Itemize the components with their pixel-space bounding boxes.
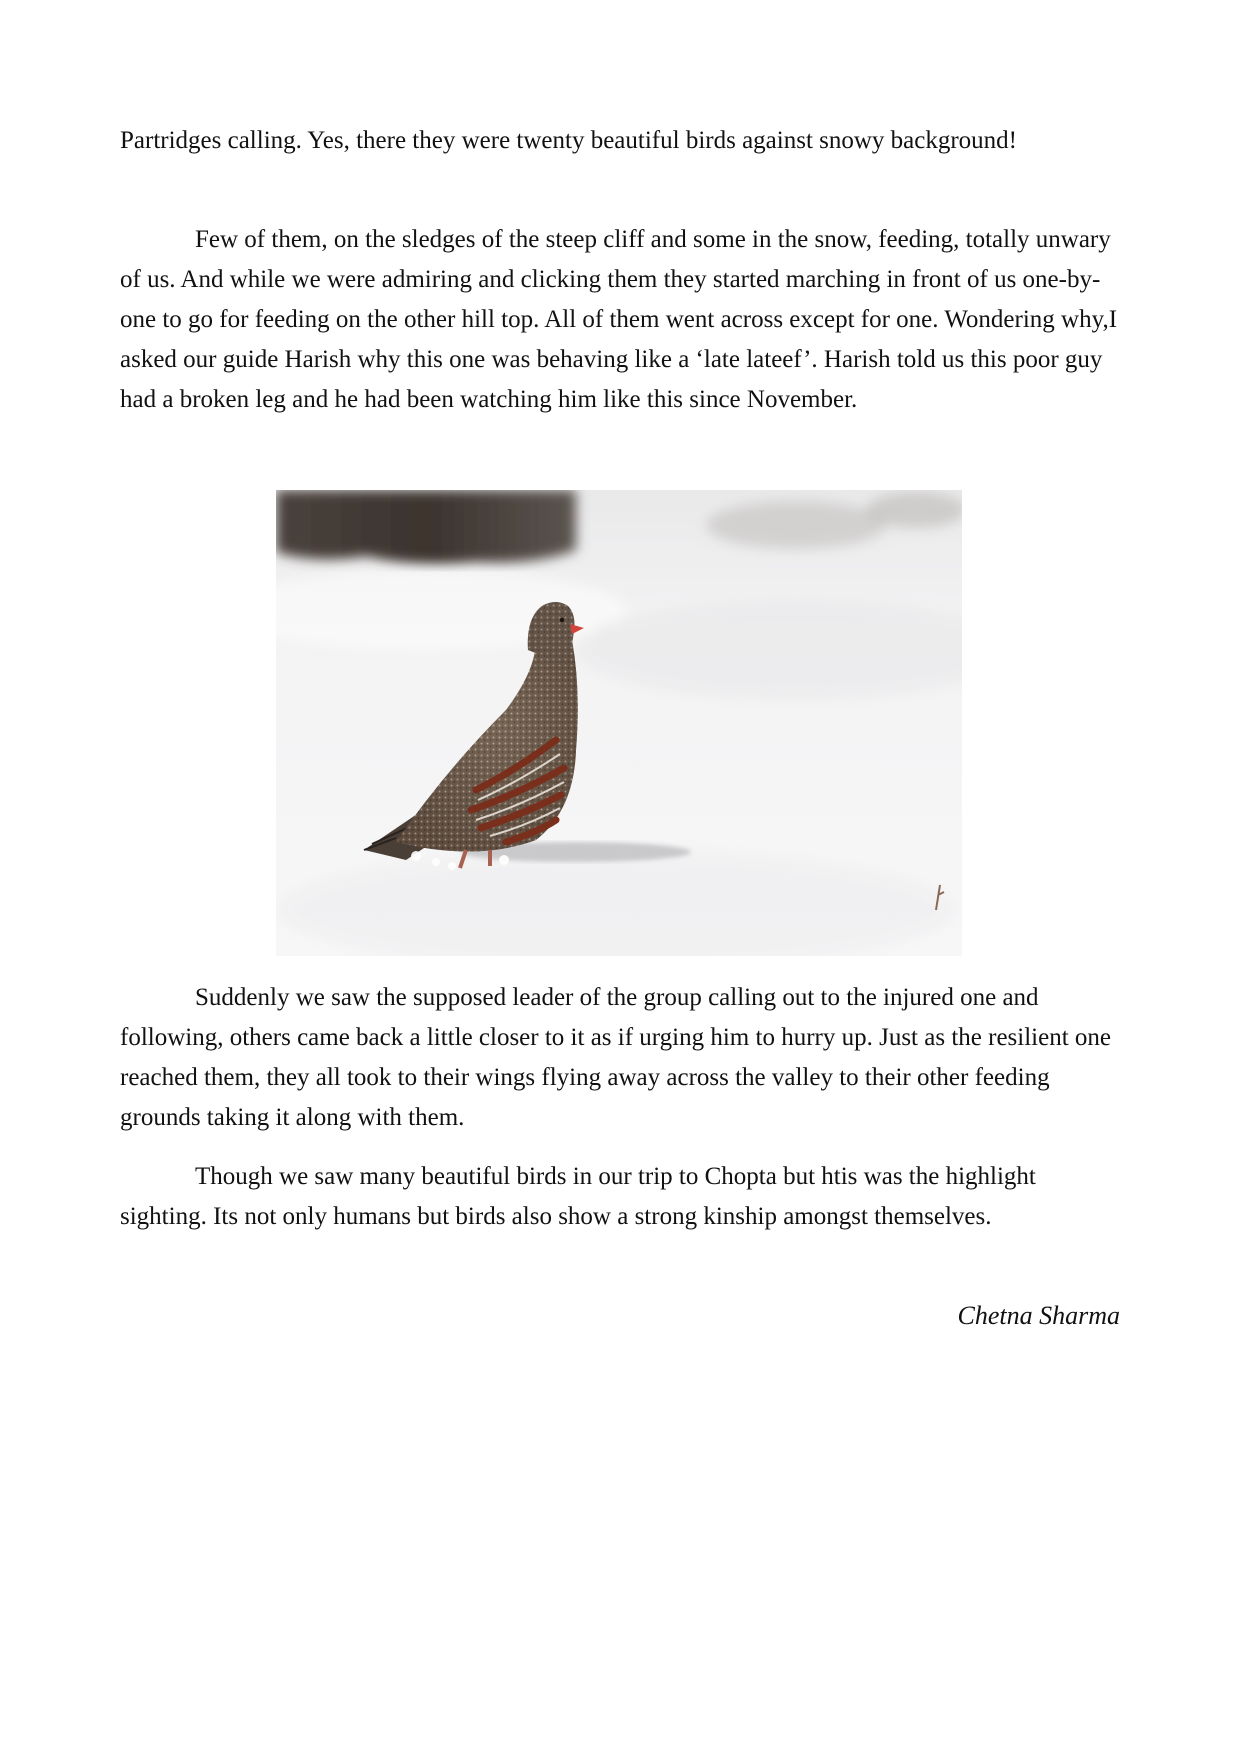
paragraph-1 <box>120 121 1120 161</box>
partridge-photo-illustration <box>276 490 962 956</box>
author-signature: Chetna Sharma <box>957 1301 1120 1330</box>
paragraph-4-text: Though we saw many beautiful birds in our trip to Chopta but htis was the highlight sighting. Its not only humans but birds also show a strong kinship amongst themselves. <box>120 1163 1036 1230</box>
paragraph-2-text: Few of them, on the sledges of the steep cliff and some in the snow, feeding, totally unwary of us. And while we were admiring and clicking them they started marching in front of us one-by-one to go for feeding on the other hill top. All of them went across except for one. Wondering why,I asked our guide Harish why this one was behaving like a ‘late lateef’. Harish told us this poor guy had a broken leg and he had been watching him like this since November. <box>120 226 1118 413</box>
paragraph-1-text: Partridges calling. Yes, there they were twenty beautiful birds against snowy background! <box>120 127 1018 154</box>
paragraph-2 <box>120 220 1120 420</box>
partridge-photo <box>276 490 962 956</box>
paragraph-3 <box>120 978 1120 1138</box>
paragraph-4 <box>120 1157 1120 1237</box>
paragraph-3-text: Suddenly we saw the supposed leader of the group calling out to the injured one and following, others came back a little closer to it as if urging him to hurry up. Just as the resilient one reached them, they all took to their wings flying away across the valley to their other feeding grounds taking it along with them. <box>120 984 1111 1131</box>
